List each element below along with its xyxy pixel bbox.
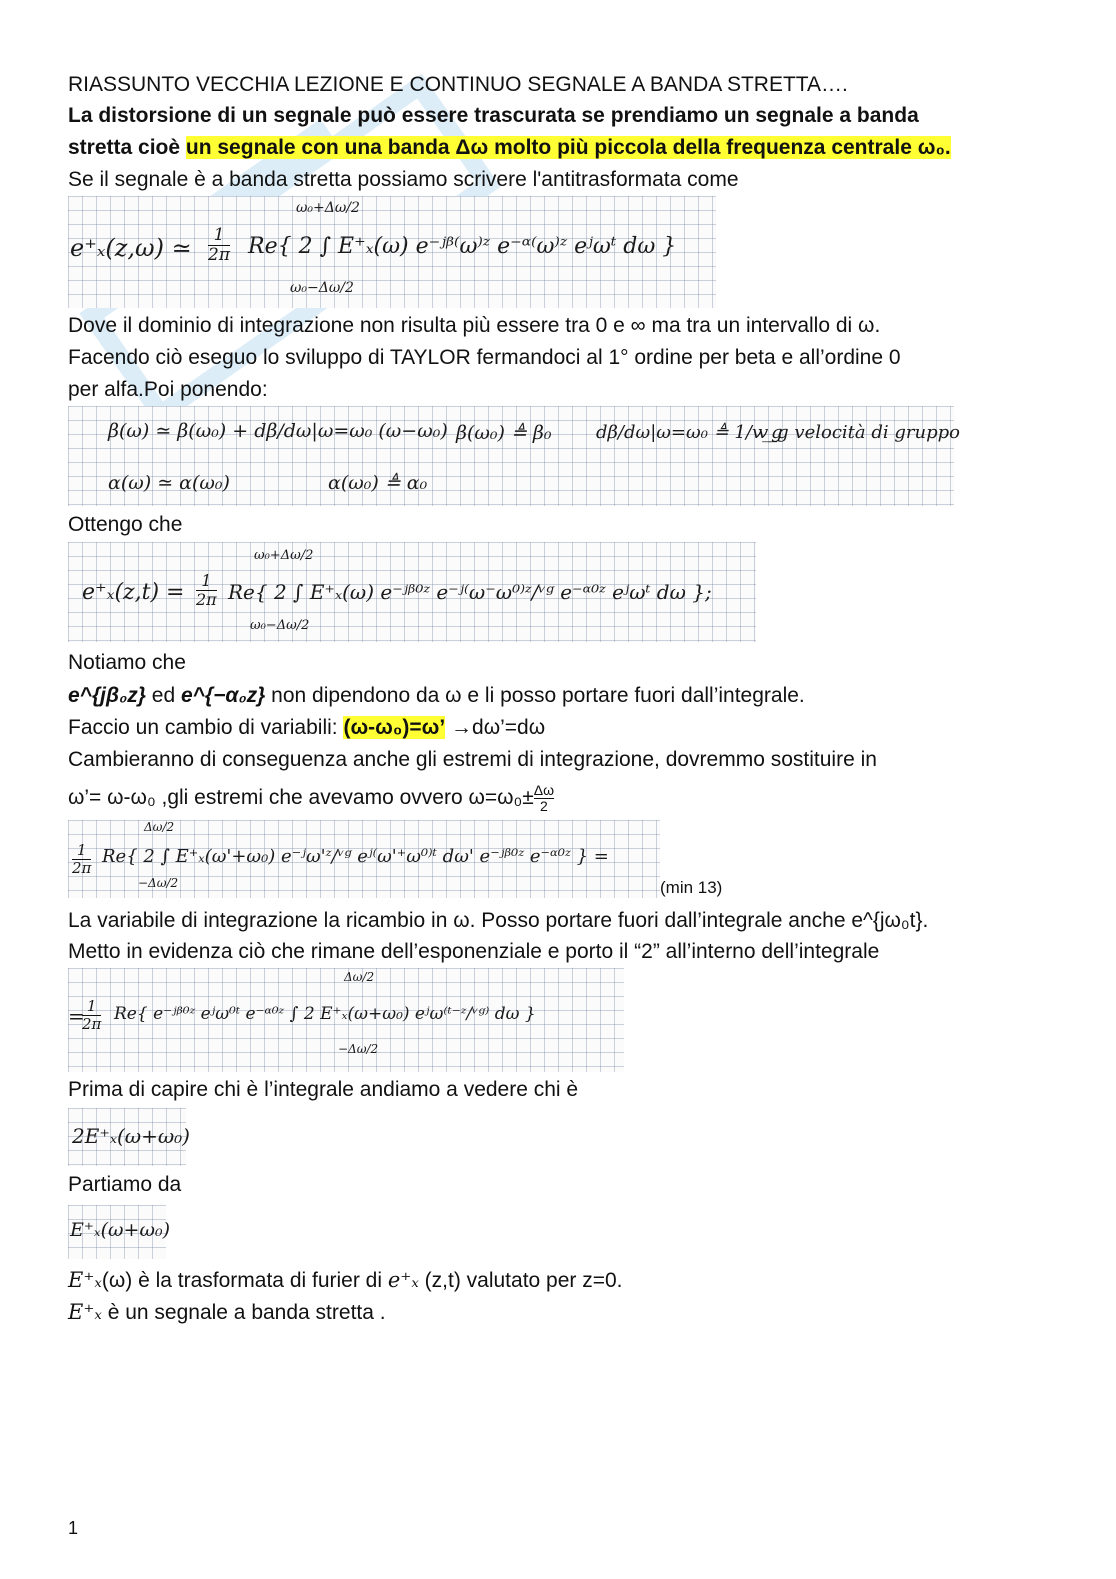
eq2-group-velocity-def: dβ/dω|ω=ω₀ ≜ 1/v_g bbox=[596, 422, 783, 443]
eq5-lower-limit: −Δω/2 bbox=[338, 1042, 379, 1056]
symbol-E-x-plus-2: E⁺ₓ bbox=[68, 1300, 102, 1324]
paragraph-8-rest: →dω’=dω bbox=[445, 716, 546, 739]
eq5-body: Re{ e⁻ʲᵝ⁰ᶻ eʲω⁰ᵗ e⁻ᵅ⁰ᶻ ∫ 2 E⁺ₓ(ω+ω₀) eʲω⁽ᵗ⁻ᶻ/ᵛᵍ⁾ dω } bbox=[114, 1004, 536, 1024]
intro-text: stretta cioè bbox=[68, 136, 186, 159]
paragraph-1: Se il segnale è a banda stretta possiamo scrivere l'antitrasformata come bbox=[68, 168, 739, 191]
equation-image-7 bbox=[68, 1205, 170, 1259]
eq2-group-velocity-label: v_g velocità di gruppo bbox=[758, 422, 960, 443]
eq3-lower-limit: ω₀−Δω/2 bbox=[250, 618, 310, 633]
eq1-lhs: e⁺ₓ(z,ω) ≃ bbox=[70, 234, 192, 262]
eq2-alpha0: α(ω₀) ≜ α₀ bbox=[328, 472, 428, 494]
paragraph-15-text-1: (ω) è la trasformata di furier di bbox=[101, 1269, 388, 1292]
paragraph-2: Dove il dominio di integrazione non risulta più essere tra 0 e ∞ ma tra un intervallo di ω. bbox=[68, 314, 881, 337]
variable-change-highlight: (ω-ω₀)=ω’ bbox=[343, 716, 446, 739]
eq3-fraction: $\frac{1}{2\pi}$ bbox=[196, 571, 217, 609]
paragraph-8 bbox=[68, 713, 545, 743]
paragraph-10-text: ω’= ω-ω₀ ,gli estremi che avevamo ovvero ω=ω₀± bbox=[68, 786, 534, 810]
intro-line-1: La distorsione di un segnale può essere trascurata se prendiamo un segnale a banda bbox=[68, 104, 919, 127]
paragraph-16 bbox=[68, 1297, 386, 1328]
timestamp-note: (min 13) bbox=[660, 878, 723, 897]
eq4-upper-limit: Δω/2 bbox=[144, 820, 175, 834]
paragraph-16-text: è un segnale a banda stretta . bbox=[101, 1301, 386, 1324]
eq4-body: Re{ 2 ∫ E⁺ₓ(ω'+ω₀) e⁻ʲω'ᶻ/ᵛᵍ eʲ⁽ω'⁺ω⁰⁾ᵗ dω' e⁻ʲᵝ⁰ᶻ e⁻ᵅ⁰ᶻ } = bbox=[102, 846, 609, 867]
paragraph-10 bbox=[68, 783, 554, 814]
paragraph-13: Prima di capire chi è l’integrale andiamo a vedere chi è bbox=[68, 1078, 579, 1101]
equation-image-5 bbox=[68, 968, 624, 1072]
intro-line-2 bbox=[68, 133, 951, 163]
paragraph-7 bbox=[68, 681, 805, 711]
symbol-E-x-plus: E⁺ₓ bbox=[68, 1268, 102, 1292]
paragraph-9: Cambieranno di conseguenza anche gli estremi di integrazione, dovremmo sostituire in bbox=[68, 748, 877, 771]
page-title: RIASSUNTO VECCHIA LEZIONE E CONTINUO SEGNALE A BANDA STRETTA…. bbox=[68, 73, 848, 96]
paragraph-15 bbox=[68, 1265, 623, 1296]
paragraph-3: Facendo ciò eseguo lo sviluppo di TAYLOR fermandoci al 1° ordine per beta e all’ordine 0 bbox=[68, 346, 901, 369]
eq2-beta0: β(ω₀) ≜ β₀ bbox=[456, 422, 552, 444]
eq5-fraction: $\frac{1}{2\pi}$ bbox=[82, 997, 102, 1033]
paragraph-11: La variabile di integrazione la ricambio in ω. Posso portare fuori dall’integrale anche e^{jω₀t}. bbox=[68, 909, 929, 932]
equation-image-2 bbox=[68, 406, 960, 506]
exp-alpha0: e^{−α₀z} bbox=[180, 684, 266, 707]
eq5-upper-limit: Δω/2 bbox=[344, 970, 375, 984]
eq3-body: Re{ 2 ∫ E⁺ₓ(ω) e⁻ʲᵝ⁰ᶻ e⁻ʲ⁽ω⁻ω⁰⁾ᶻ/ᵛᵍ e⁻ᵅ⁰ᶻ eʲωᵗ dω }; bbox=[228, 580, 712, 604]
paragraph-12: Metto in evidenza ciò che rimane dell’esponenziale e porto il “2” all’interno dell’integrale bbox=[68, 940, 880, 963]
eq3-lhs: e⁺ₓ(z,t) = bbox=[82, 580, 185, 605]
intro-highlight: un segnale con una banda Δω molto più piccola della frequenza centrale ω₀. bbox=[185, 136, 951, 159]
equation-image-3 bbox=[68, 542, 756, 642]
word-ed: ed bbox=[145, 684, 181, 707]
eq5-lhs: = bbox=[68, 1004, 85, 1028]
symbol-e-x-plus: e⁺ₓ bbox=[387, 1268, 419, 1292]
page-number: 1 bbox=[68, 1518, 79, 1538]
paragraph-14: Partiamo da bbox=[68, 1173, 182, 1196]
paragraph-4: per alfa.Poi ponendo: bbox=[68, 378, 268, 401]
delta-omega-fraction: $\frac{\Delta\omega}{2}$ bbox=[533, 782, 555, 814]
paragraph-8-text: Faccio un cambio di variabili: bbox=[68, 716, 344, 739]
paragraph-6: Notiamo che bbox=[68, 651, 186, 674]
paragraph-15-text-2: (z,t) valutato per z=0. bbox=[418, 1269, 623, 1292]
eq7-expression: E⁺ₓ(ω+ω₀) bbox=[70, 1219, 170, 1241]
equation-image-6 bbox=[68, 1108, 190, 1166]
eq1-fraction: $\frac{1}{2\pi}$ bbox=[208, 225, 230, 265]
equation-image-4 bbox=[68, 820, 660, 898]
equation-image-1 bbox=[68, 196, 716, 308]
eq1-upper-limit: ω₀+Δω/2 bbox=[296, 200, 360, 216]
eq4-lower-limit: −Δω/2 bbox=[138, 876, 179, 890]
eq3-upper-limit: ω₀+Δω/2 bbox=[254, 548, 314, 563]
eq2-alpha-expansion: α(ω) ≃ α(ω₀) bbox=[108, 472, 230, 494]
paragraph-5: Ottengo che bbox=[68, 513, 183, 536]
exp-beta0: e^{jβ₀z} bbox=[68, 684, 146, 707]
eq4-fraction: $\frac{1}{2\pi}$ bbox=[72, 841, 92, 877]
eq1-body: Re{ 2 ∫ E⁺ₓ(ω) e⁻ʲᵝ⁽ω⁾ᶻ e⁻ᵅ⁽ω⁾ᶻ eʲωᵗ dω } bbox=[248, 234, 677, 259]
eq1-lower-limit: ω₀−Δω/2 bbox=[290, 280, 354, 296]
eq2-beta-expansion: β(ω) ≃ β(ω₀) + dβ/dω|ω=ω₀ (ω−ω₀) bbox=[108, 420, 448, 442]
paragraph-7-rest: non dipendono da ω e li posso portare fuori dall’integrale. bbox=[265, 684, 805, 707]
eq6-expression: 2E⁺ₓ(ω+ω₀) bbox=[72, 1124, 190, 1148]
